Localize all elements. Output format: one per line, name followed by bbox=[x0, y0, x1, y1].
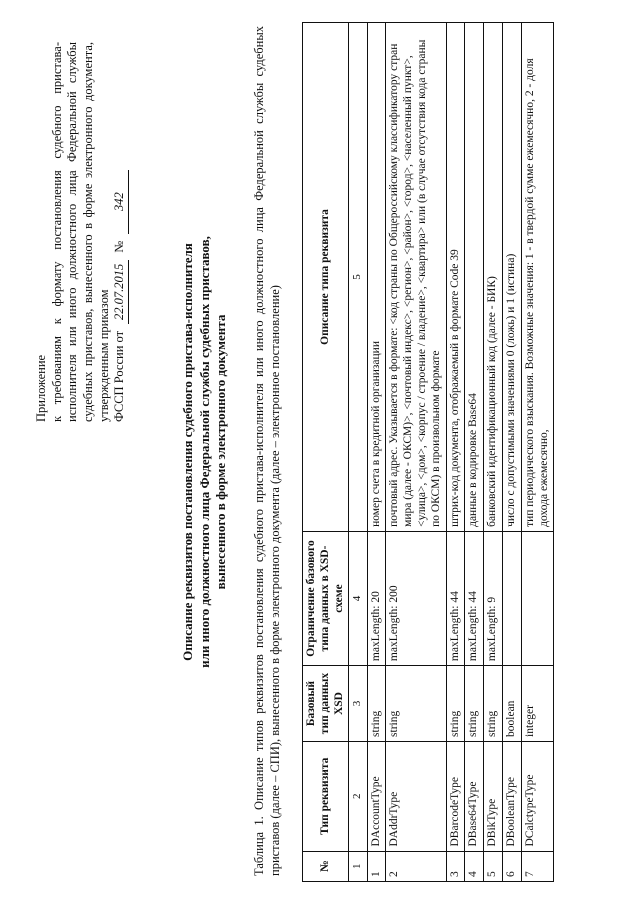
col-number-1: 1 bbox=[349, 851, 367, 881]
document-heading bbox=[180, 12, 230, 892]
row-restriction: maxLength: 200 bbox=[386, 531, 446, 665]
row-number: 1 bbox=[367, 851, 386, 881]
col-number-3: 3 bbox=[349, 666, 367, 742]
order-date: 22.07.2015 bbox=[112, 260, 129, 324]
row-number: 4 bbox=[465, 851, 484, 881]
row-base-type: string bbox=[446, 666, 465, 742]
row-number: 5 bbox=[484, 851, 503, 881]
row-restriction: maxLength: 20 bbox=[367, 531, 386, 665]
row-type: DAddrType bbox=[386, 741, 446, 851]
order-prefix: ФССП России от bbox=[112, 330, 127, 422]
appendix-title: Приложение bbox=[34, 354, 48, 422]
table-row bbox=[367, 23, 386, 882]
appendix-block bbox=[34, 42, 129, 422]
row-number: 2 bbox=[386, 851, 446, 881]
order-number-label: № bbox=[112, 240, 127, 253]
table-row bbox=[386, 23, 446, 882]
row-restriction: maxLength: 44 bbox=[465, 531, 484, 665]
order-reference bbox=[112, 42, 129, 422]
heading-line-3: вынесенного в форме электронного документа bbox=[213, 314, 229, 590]
table-row bbox=[502, 23, 521, 882]
row-restriction: maxLength: 44 bbox=[446, 531, 465, 665]
row-type: DCalctypeType bbox=[521, 741, 554, 851]
row-base-type: integer bbox=[521, 666, 554, 742]
row-type: DBase64Type bbox=[465, 741, 484, 851]
header-restriction: Ограничение базового типа данных в XSD-схеме bbox=[303, 531, 349, 665]
row-description: данные в кодировке Base64 bbox=[465, 23, 484, 532]
col-number-5: 5 bbox=[349, 23, 367, 532]
row-description: банковский идентификационный код (далее - БИК) bbox=[484, 23, 503, 532]
row-description: число с допустимыми значениями 0 (ложь) и 1 (истина) bbox=[502, 23, 521, 532]
header-description: Описание типа реквизита bbox=[303, 23, 349, 532]
row-description: номер счета в кредитной организации bbox=[367, 23, 386, 532]
row-type: DBikType bbox=[484, 741, 503, 851]
row-number: 3 bbox=[446, 851, 465, 881]
order-number: 342 bbox=[112, 170, 129, 234]
row-type: DBooleanType bbox=[502, 741, 521, 851]
header-base-type: Базовый тип данных XSD bbox=[303, 666, 349, 742]
row-number: 7 bbox=[521, 851, 554, 881]
row-base-type: string bbox=[386, 666, 446, 742]
header-number: № bbox=[303, 851, 349, 881]
col-number-4: 4 bbox=[349, 531, 367, 665]
row-base-type: string bbox=[465, 666, 484, 742]
table-row bbox=[465, 23, 484, 882]
row-base-type: boolean bbox=[502, 666, 521, 742]
table-row bbox=[484, 23, 503, 882]
heading-line-2: или иного должностного лица Федеральной службы судебных приставов, bbox=[196, 236, 212, 668]
row-type: DBarcodeType bbox=[446, 741, 465, 851]
table-row bbox=[521, 23, 554, 882]
row-description: почтовый адрес. Указывается в формате: <код страны по Общероссийскому классификатору стран мира (далее - ОКСМ)>, <почтовый индекс>, <регион>, <район>, <город>, <населенный пункт>, <улица>, <дом>, <корпус / строение / владение>, <квартира> или (в случае отсутствия кода страны по ОКСМ) в произвольном формате bbox=[386, 23, 446, 532]
column-numbers-row bbox=[349, 23, 367, 882]
row-number: 6 bbox=[502, 851, 521, 881]
table-header-row bbox=[303, 23, 349, 882]
requisite-types-table bbox=[302, 22, 554, 882]
row-restriction: maxLength: 9 bbox=[484, 531, 503, 665]
row-base-type: string bbox=[367, 666, 386, 742]
heading-line-1: Описание реквизитов постановления судебного пристава-исполнителя bbox=[180, 243, 195, 661]
rotated-document-page bbox=[20, 12, 620, 892]
table-caption: Таблица 1. Описание типов реквизитов постановления судебного пристава-исполнителя или иного должностного лица Федеральной службы судебных приставов (далее – СПИ), вынесенного в форме электронного документа (далее – электронное постановление) bbox=[252, 26, 282, 876]
row-description: штрих-код документа, отображаемый в формате Code 39 bbox=[446, 23, 465, 532]
row-restriction bbox=[521, 531, 554, 665]
row-type: DAccountType bbox=[367, 741, 386, 851]
table-row bbox=[446, 23, 465, 882]
col-number-2: 2 bbox=[349, 741, 367, 851]
row-restriction bbox=[502, 531, 521, 665]
appendix-text: к требованиям к формату постановления судебного пристава-исполнителя или иного должностного лица Федеральной службы судебных приставов, вынесенного в форме электронного документа, утвержденным приказом bbox=[49, 42, 111, 422]
header-type: Тип реквизита bbox=[303, 741, 349, 851]
row-base-type: string bbox=[484, 666, 503, 742]
row-description: тип периодического взыскания. Возможные значения: 1 - в твердой сумме ежемесячно, 2 - доля дохода ежемесячно, bbox=[521, 23, 554, 532]
